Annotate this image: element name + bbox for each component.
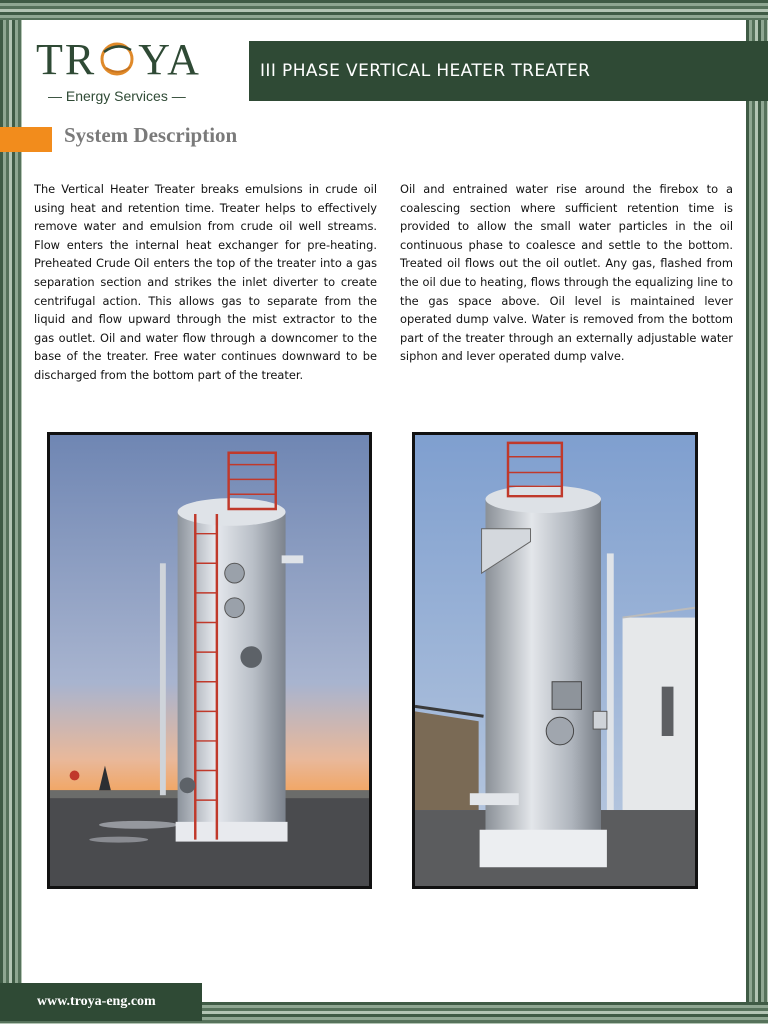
logo-tagline: — Energy Services — xyxy=(48,88,186,104)
top-border-stripe xyxy=(0,0,768,20)
company-logo xyxy=(36,34,216,114)
footer-website-link[interactable]: www.troya-eng.com xyxy=(37,994,156,1009)
logo-text-left: TR xyxy=(36,35,97,84)
logo-text-right: YA xyxy=(138,35,201,84)
section-accent-bar xyxy=(0,127,52,152)
document-title: III PHASE VERTICAL HEATER TREATER xyxy=(260,61,591,81)
heater-treater-photo-daylight xyxy=(412,432,698,889)
document-title-bar xyxy=(249,41,768,101)
heater-treater-photo-sunset xyxy=(47,432,372,889)
logo-ring-icon xyxy=(97,38,137,78)
section-title: System Description xyxy=(64,123,238,147)
right-border-stripe xyxy=(746,0,768,1024)
description-right-column: Oil and entrained water rise around the firebox to a coalescing section where sufficient retention time is provided to allow the small water particles in the oil continuous phase to coalesce and settle to the bottom. Treated oil flows out the oil outlet. Any gas, flashed from the oil due to heating, flows through the equalizing line to the gas space above. Oil level is maintained lever operated dump valve. Water is removed from the bottom part of the treater through an externally adjustable water siphon and lever operated dump valve. xyxy=(400,182,733,364)
footer-bar xyxy=(0,983,202,1021)
left-border-stripe xyxy=(0,0,22,1024)
description-left-column: The Vertical Heater Treater breaks emulsions in crude oil using heat and retention time. Treater helps to effectively remove water and emulsion from crude oil well streams. Flow enters the internal heat exchanger for pre-heating. Preheated Crude Oil enters the top of the treater into a gas separation section and strikes the inlet diverter to create centrifugal action. This allows gas to separate from the liquid and flow upward through the mist extractor to the gas outlet. Oil and water flow through a downcomer to the base of the treater. Free water continues downward to be discharged from the bottom part of the treater. xyxy=(34,182,377,382)
logo-wordmark xyxy=(36,34,216,86)
